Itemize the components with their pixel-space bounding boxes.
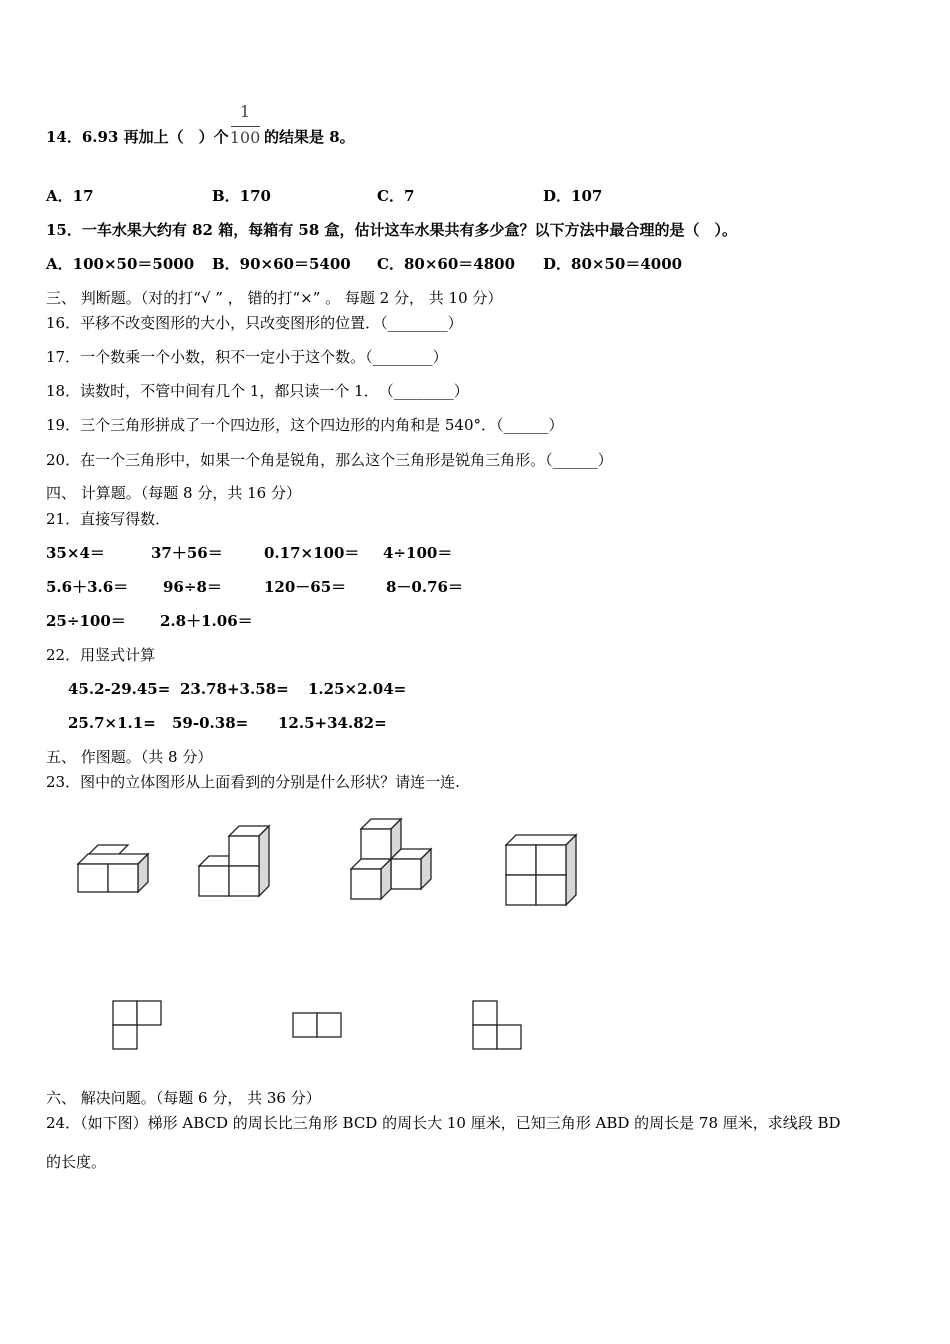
q21-item: 2.8＋1.06＝ (160, 612, 253, 630)
solid-figure-4[interactable] (506, 835, 576, 905)
q16-text: 16．平移不改变图形的大小，只改变图形的位置．（________） (46, 314, 463, 332)
q22-title: 22．用竖式计算 (46, 646, 156, 664)
q21-item: 8－0.76＝ (386, 578, 463, 596)
q20-text: 20．在一个三角形中，如果一个角是锐角，那么这个三角形是锐角三角形。（______） (46, 451, 613, 469)
top-view-2[interactable] (293, 1013, 341, 1037)
q21-item: 37＋56＝ (151, 544, 223, 562)
top-view-1[interactable] (113, 1001, 161, 1049)
q21-item: 5.6＋3.6＝ (46, 578, 129, 596)
q17-text: 17．一个数乘一个小数，积不一定小于这个数。（________） (46, 348, 448, 366)
q14-text-a: 14．6.93 再加上（ ）个 (46, 128, 229, 146)
q15-option-b[interactable]: B．90×60＝5400 (212, 255, 351, 273)
section-5-heading: 五、 作图题。（共 8 分） (46, 748, 213, 766)
q22-item: 25.7×1.1= (68, 714, 156, 732)
top-view-3[interactable] (473, 1001, 521, 1049)
q14-fraction-denominator: 100 (229, 128, 261, 147)
q22-item: 59-0.38= (172, 714, 249, 732)
section-3-heading: 三、 判断题。（对的打“√ ” ， 错的打“×” 。 每题 2 分， 共 10 分） (46, 289, 503, 307)
q21-title: 21．直接写得数． (46, 510, 171, 528)
q21-item: 35×4＝ (46, 544, 105, 562)
solid-figure-2[interactable] (199, 826, 269, 896)
q22-item: 12.5+34.82= (278, 714, 387, 732)
q15-option-d[interactable]: D．80×50＝4000 (543, 255, 683, 273)
q15-option-a[interactable]: A．100×50＝5000 (46, 255, 195, 273)
section-4-heading: 四、 计算题。（每题 8 分，共 16 分） (46, 484, 301, 502)
q14-option-b[interactable]: B．170 (212, 187, 271, 205)
q21-item: 0.17×100＝ (264, 544, 360, 562)
q15-option-c[interactable]: C．80×60＝4800 (377, 255, 516, 273)
q22-item: 45.2-29.45= (68, 680, 171, 698)
q14-option-c[interactable]: C．7 (377, 187, 415, 205)
q14-option-d[interactable]: D．107 (543, 187, 603, 205)
q19-text: 19．三个三角形拼成了一个四边形，这个四边形的内角和是 540°．（______） (46, 416, 564, 434)
solid-figure-1[interactable] (78, 845, 148, 892)
solid-figure-3[interactable] (351, 819, 431, 899)
q21-item: 25÷100＝ (46, 612, 126, 630)
q14-option-a[interactable]: A．17 (46, 187, 94, 205)
q21-item: 96÷8＝ (163, 578, 222, 596)
q14-fraction-numerator: 1 (239, 102, 251, 121)
q22-item: 1.25×2.04= (308, 680, 407, 698)
section-6-heading: 六、 解决问题。（每题 6 分， 共 36 分） (46, 1089, 321, 1107)
q15-text: 15．一车水果大约有 82 箱，每箱有 58 盒，估计这车水果共有多少盒？以下方法中最合理的是（ ）。 (46, 221, 738, 239)
q21-item: 4÷100＝ (383, 544, 453, 562)
q23-text: 23．图中的立体图形从上面看到的分别是什么形状？请连一连. (46, 773, 460, 791)
q18-text: 18．读数时，不管中间有几个 1，都只读一个 1． （________） (46, 382, 469, 400)
q22-item: 23.78+3.58= (180, 680, 289, 698)
q21-item: 120－65＝ (264, 578, 347, 596)
q24-text-line1: 24．（如下图）梯形 ABCD 的周长比三角形 BCD 的周长大 10 厘米，已知三角形 ABD 的周长是 78 厘米，求线段 BD (46, 1114, 841, 1132)
q14-text-b: 的结果是 8。 (264, 128, 355, 146)
q24-text-line2: 的长度。 (46, 1153, 107, 1171)
